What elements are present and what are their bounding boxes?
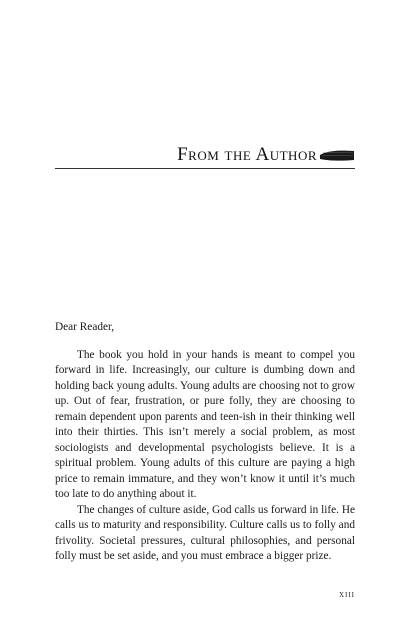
- brushstroke-ornament-icon: [319, 149, 355, 162]
- letter-body: [55, 320, 355, 565]
- paragraph: The changes of culture aside, God calls us forward in life. He calls us to maturity and responsibility. Culture calls us to folly and frivolity. Societal pressures, cultural philosophies, and personal folly must be set aside, and you must embrace a bigger prize.: [55, 503, 355, 562]
- salutation: Dear Reader,: [55, 321, 115, 333]
- chapter-header: [55, 142, 355, 172]
- chapter-title: From the Author: [177, 144, 317, 165]
- title-rule: [55, 168, 355, 169]
- paragraph: The book you hold in your hands is meant to compel you forward in life. Increasingly, our culture is dumbing down and holding back young adults. Young adults are choosing not to grow up. Out of fear, frustration, or pure folly, they are choosing to remain dependent upon parents and teen-ish in their thinking well into their thirties. This isn’t merely a social problem, as most sociologists and developmental psychologists believe. It is a spiritual problem. Young adults of this culture are paying a high price to remain immature, and they won’t know it until it’s much too late to do anything about it.: [55, 348, 355, 500]
- page-number: xiii: [338, 589, 355, 600]
